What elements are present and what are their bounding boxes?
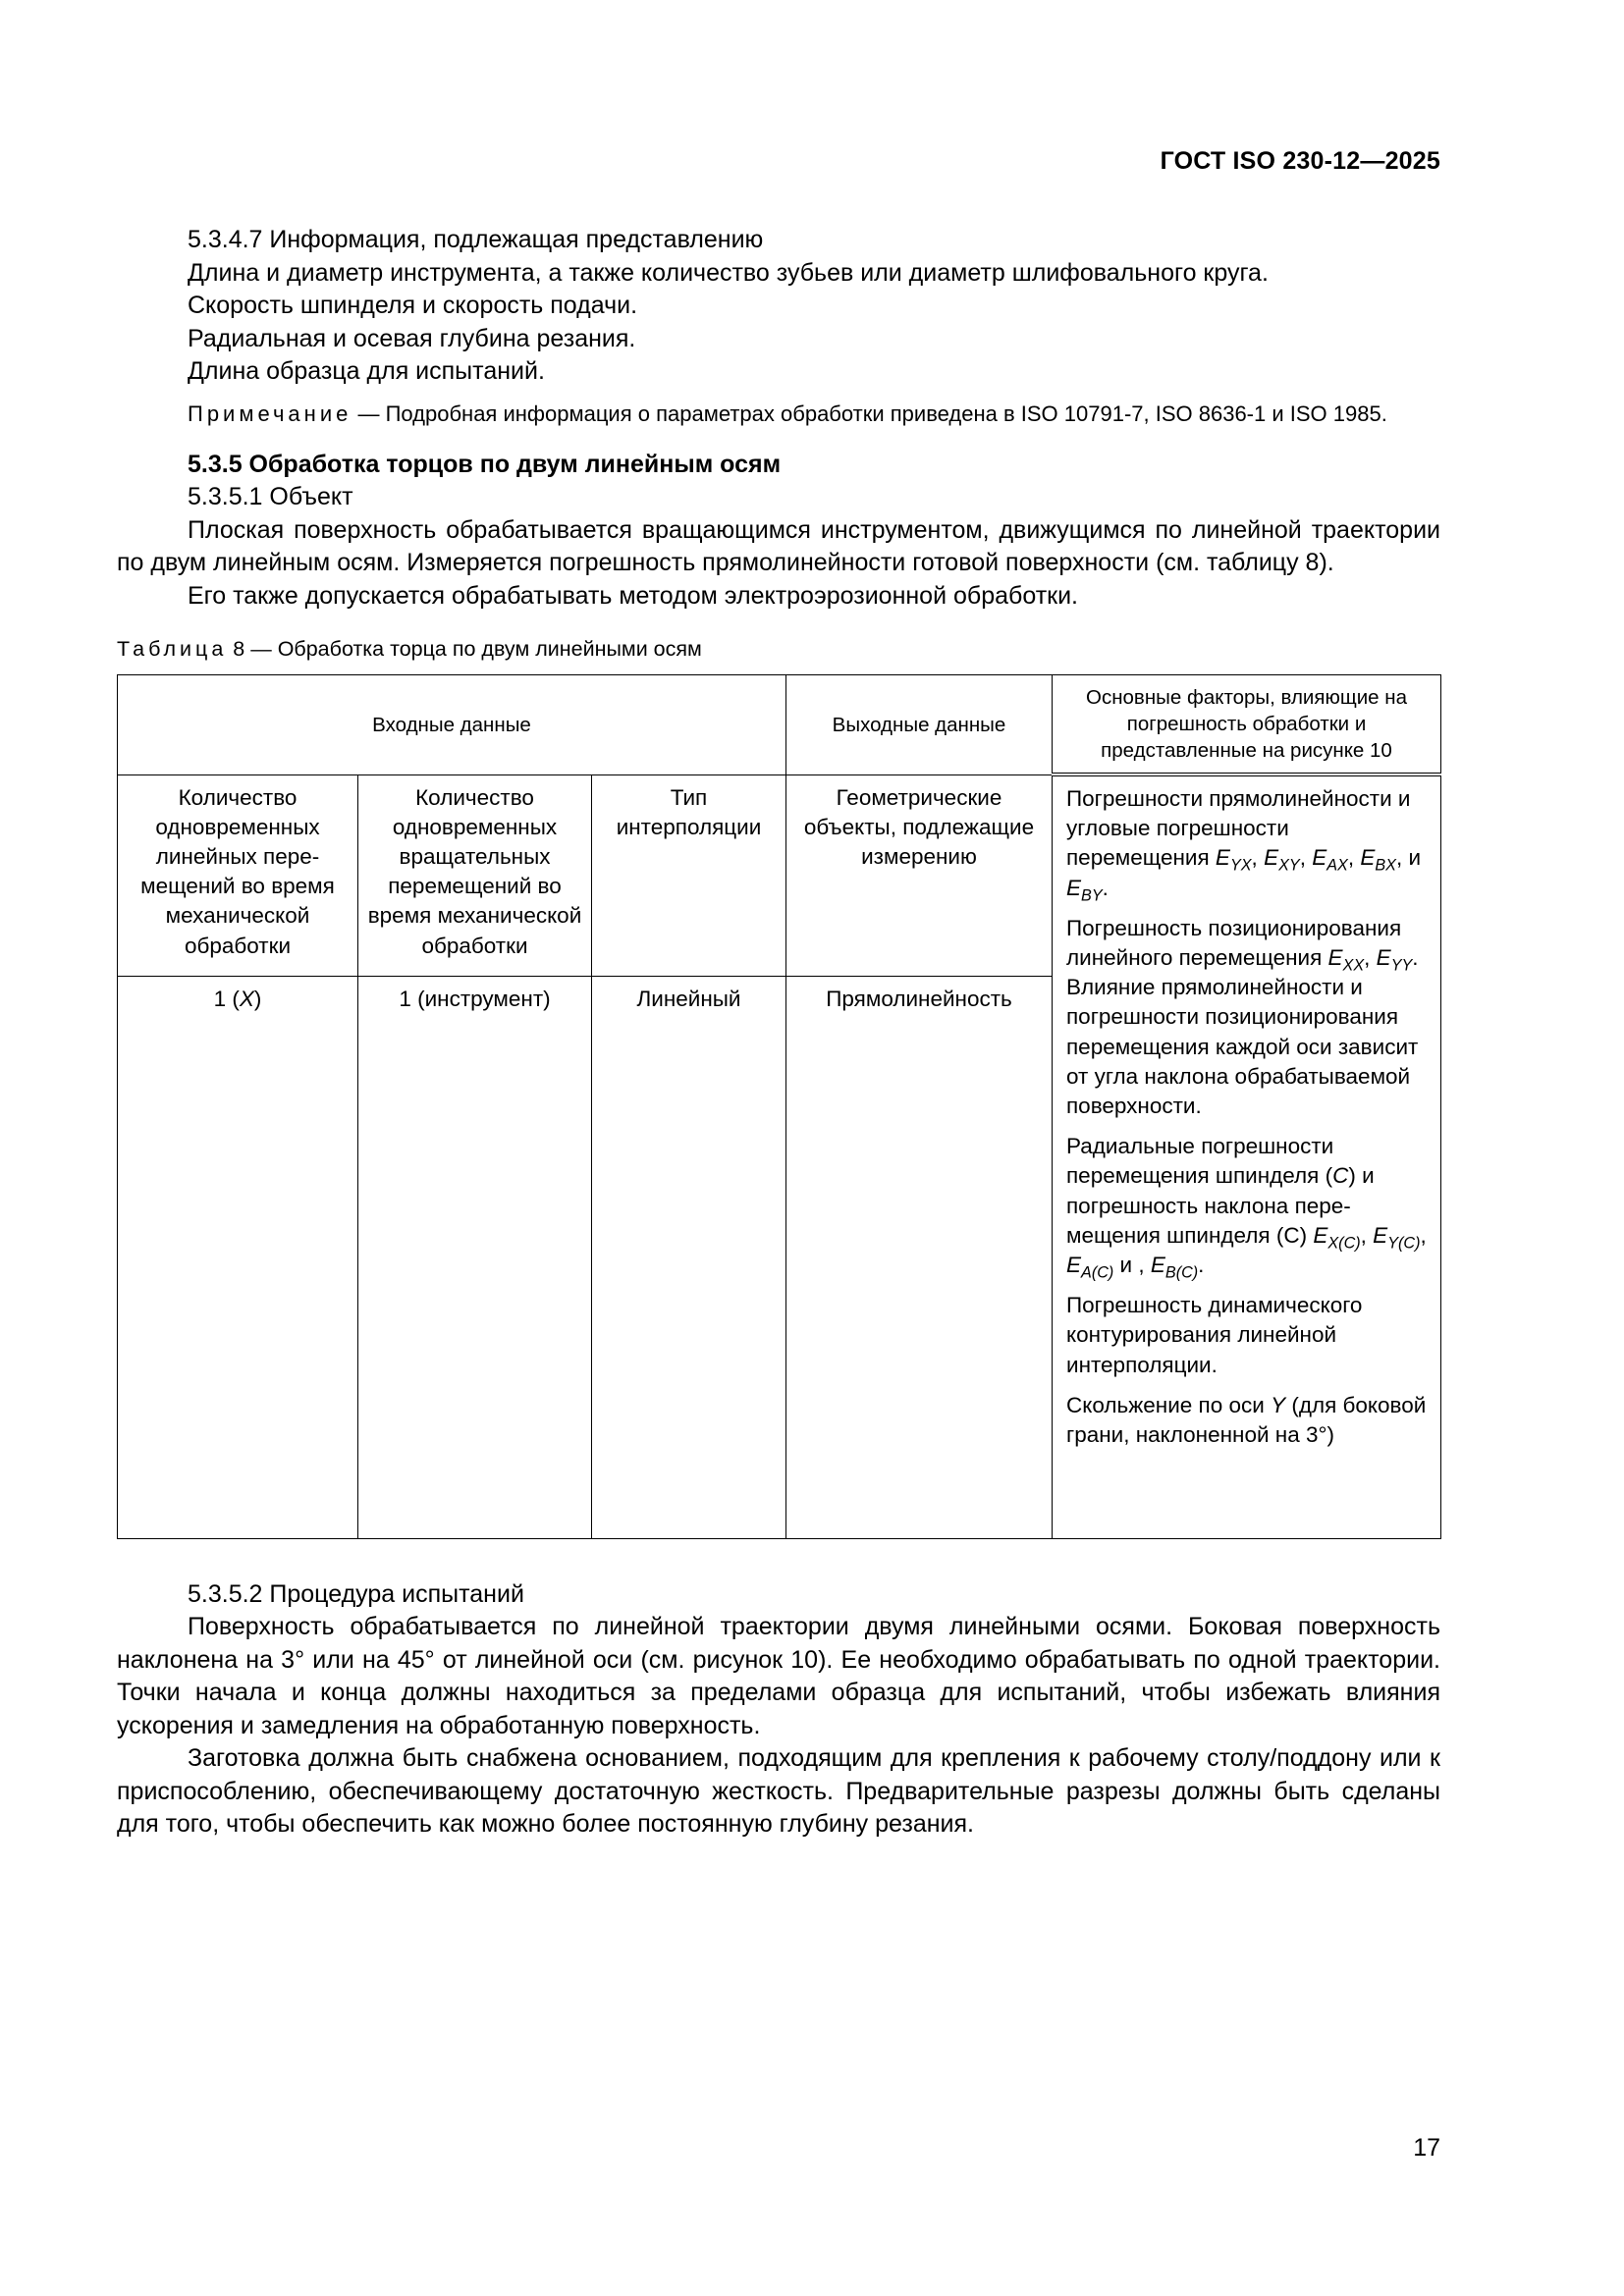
standard-header: ГОСТ ISO 230-12—2025: [1160, 147, 1440, 175]
cell-linear: 1 (X): [118, 976, 358, 1538]
info-line: Радиальная и осевая глубина резания.: [188, 324, 636, 352]
table-caption-label: Таблица: [117, 637, 228, 661]
factor-item: Погрешность динамического контурирования линейной интерполяции.: [1066, 1293, 1363, 1377]
info-line: Скорость шпинделя и скорость подачи.: [188, 292, 638, 319]
factor-item: Погрешность позиционирования линейного перемещения $E_{XX}$, $E_{YY}$. Влияние прямолинейности и погрешности позиционирования перемещения каждой оси зависит от угла наклона обрабатываемой поверхности.: [1066, 915, 1419, 1119]
section-5-3-4-7-title: 5.3.4.7 Информация, подлежащая представлению: [188, 226, 764, 253]
cell-geom: Прямолинейность: [786, 976, 1053, 1538]
note-text: — Подробная информация о параметрах обработки приведена в ISO 10791-7, ISO 8636-1 и ISO 1985.: [352, 400, 1387, 426]
col-header-interp: Тип интерполяции: [592, 774, 786, 976]
info-line: Длина и диаметр инструмента, а также количество зубьев или диаметр шлифовального круга.: [188, 258, 1269, 287]
table-column-header-row: [118, 774, 1441, 976]
table-8: [117, 674, 1441, 1539]
group-factors-header: Основные факторы, влияющие на погрешность обработки и представленные на рисунке 10: [1053, 675, 1441, 775]
table-caption-text: 8 — Обработка торца по двум линейными осям: [227, 637, 702, 661]
note-label: Примечание: [188, 400, 352, 426]
col-header-geom: Геометрические объекты, подлежащие измерению: [786, 774, 1053, 976]
object-paragraph: Плоская поверхность обрабатывается вращающимся инструментом, движущимся по линейной траектории по двум линейным осям. Измеряется погрешность прямолинейности готовой поверхности (см. таблицу 8).: [117, 515, 1440, 576]
section-5-3-5-1-title: 5.3.5.1 Объект: [188, 483, 353, 510]
procedure-paragraph: Заготовка должна быть снабжена основанием, подходящим для крепления к рабочему столу/поддону или к приспособлению, обеспечивающему достаточную жесткость. Предварительные разрезы должны быть сделаны для того, чтобы обеспечить как можно более постоянную глубину резания.: [117, 1744, 1440, 1838]
factors-cell: [1053, 774, 1441, 1538]
group-output-header: Выходные данные: [786, 675, 1053, 775]
factor-item: Скольжение по оси Y (для боковой грани, наклоненной на 3°): [1066, 1392, 1427, 1448]
procedure-paragraph: Поверхность обрабатывается по линейной траектории двумя линейными осями. Боковая поверхность наклонена на 3° или на 45° от линейной оси (см. рисунок 10). Ее необходимо обрабатывать по одной траектории. Точки начала и конца должны находиться за пределами образца для испытаний, чтобы избежать влияния ускорения и замедления на обработанную поверхность.: [117, 1613, 1440, 1739]
col-header-rotary: Количество одновременных вращательных перемещений во время механической обработки: [358, 774, 592, 976]
group-input-header: Входные данные: [118, 675, 786, 775]
factor-item: Погрешности прямолинейности и угловые погрешности перемещения $E_{YX}$, $E_{XY}$, $E_{AX}$, $E_{BX}$, и $E_{BY}$.: [1066, 786, 1422, 905]
info-line: Длина образца для испытаний.: [188, 357, 545, 385]
cell-interp: Линейный: [592, 976, 786, 1538]
table-group-header-row: [118, 675, 1441, 775]
factor-item: Радиальные погрешности перемещения шпинделя (C) и погрешность наклона перемещения шпинделя (C) $E_{X(C)}$, $E_{Y(C)}$, $E_{A(C)}$ и , $E_{B(C)}$.: [1066, 1134, 1427, 1282]
table-caption: [117, 635, 1440, 663]
note: [117, 399, 1440, 429]
col-header-linear: Количество одновременных линейных перемещений во время механической обработки: [118, 774, 358, 976]
page-content: [117, 224, 1440, 1842]
section-5-3-5-2: [117, 1578, 1440, 1842]
page-number: 17: [1413, 2134, 1440, 2162]
section-5-3-5-heading: 5.3.5 Обработка торцов по двум линейным осям: [188, 450, 782, 478]
section-5-3-5-2-title: 5.3.5.2 Процедура испытаний: [188, 1579, 524, 1608]
object-paragraph: Его также допускается обрабатывать методом электроэрозионной обработки.: [188, 581, 1078, 610]
cell-rotary: 1 (инструмент): [358, 976, 592, 1538]
